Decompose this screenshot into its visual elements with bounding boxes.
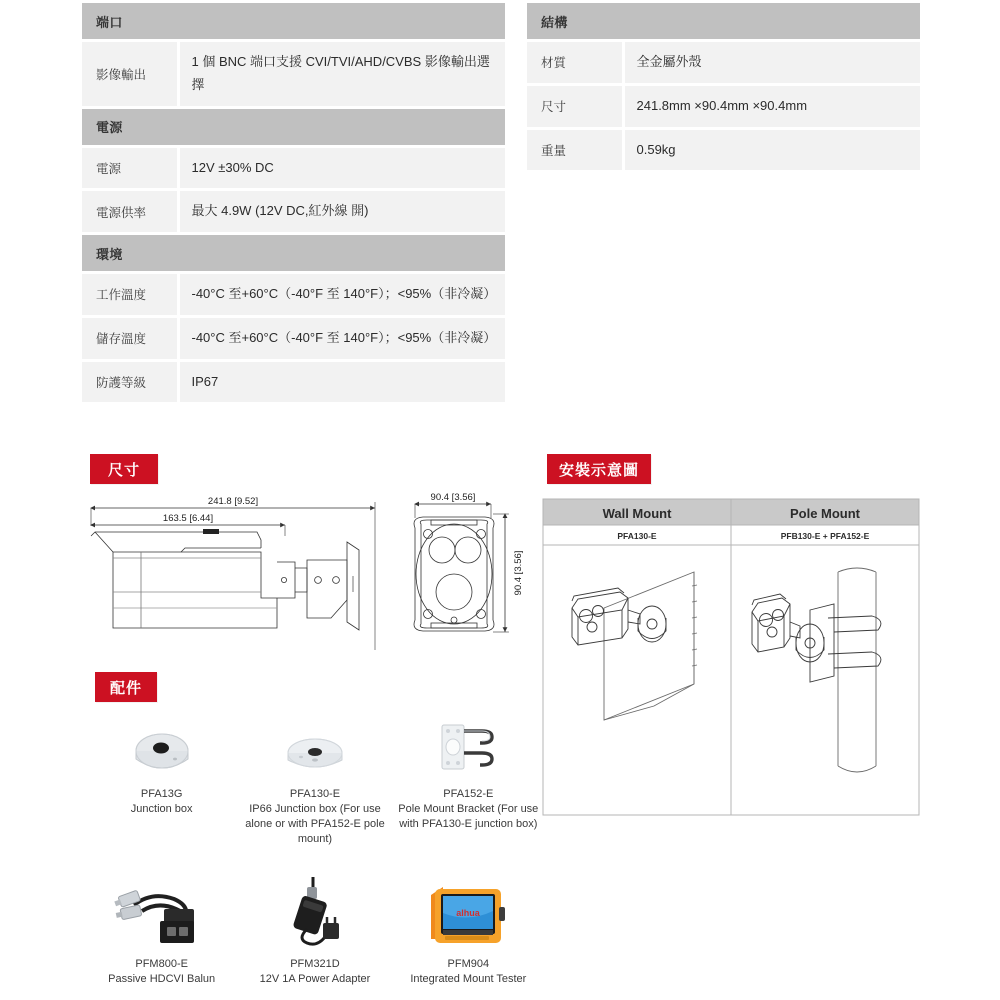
install-part-wall: PFA130-E — [617, 531, 657, 541]
spec-table-right — [527, 0, 920, 173]
dim-partial-length: 163.5 [6.44] — [162, 513, 214, 524]
install-col-header-pole: Pole Mount — [789, 506, 861, 521]
section-header-row — [527, 2, 920, 41]
install-col-header-wall: Wall Mount — [602, 506, 672, 521]
section-header-row — [82, 2, 505, 41]
mount-tester-icon — [421, 875, 515, 949]
table-row — [527, 41, 920, 85]
row-value: 1 個 BNC 端口支援 CVI/TVI/AHD/CVBS 影像輸出選擇 — [178, 41, 505, 108]
accessory-item — [238, 705, 391, 846]
table-row — [82, 273, 505, 317]
row-value: 最大 4.9W (12V DC,紅外線 開) — [178, 190, 505, 234]
row-label: 防護等級 — [82, 360, 178, 404]
dimension-drawing — [85, 480, 535, 650]
table-row — [82, 146, 505, 190]
balun-icon — [112, 875, 212, 949]
accessory-item — [85, 875, 238, 987]
accessory-name: PFM321D — [290, 958, 340, 970]
spec-table-left — [82, 0, 505, 405]
row-value: 全金屬外殼 — [623, 41, 920, 85]
row-value: IP67 — [178, 360, 505, 404]
section-title: 電源 — [82, 107, 505, 146]
accessories-row-1 — [85, 705, 545, 846]
section-badge-installation: 安裝示意圖 — [547, 454, 651, 484]
row-value: -40°C 至+60°C（-40°F 至 140°F）；<95%（非冷凝） — [178, 316, 505, 360]
accessory-name: PFA130-E — [289, 788, 341, 800]
row-label: 尺寸 — [527, 84, 623, 128]
ip66-junction-box-icon — [284, 705, 346, 779]
row-label: 儲存溫度 — [82, 316, 178, 360]
row-value: 0.59kg — [623, 128, 920, 172]
power-adapter-icon — [273, 875, 357, 949]
installation-diagram — [542, 498, 920, 816]
svg-text:alhua: alhua — [456, 908, 481, 918]
table-row — [82, 360, 505, 404]
section-header-row — [82, 107, 505, 146]
table-row — [82, 190, 505, 234]
junction-box-icon — [131, 705, 193, 779]
table-row — [527, 128, 920, 172]
accessory-item — [238, 875, 391, 987]
install-part-pole: PFB130-E + PFA152-E — [780, 531, 870, 541]
row-label: 工作溫度 — [82, 273, 178, 317]
accessory-description: Passive HDCVI Balun — [108, 972, 216, 985]
accessory-name: PFM904 — [447, 958, 490, 970]
row-label: 電源 — [82, 146, 178, 190]
table-row — [527, 84, 920, 128]
accessory-item — [392, 875, 545, 987]
accessory-description: Pole Mount Bracket (For use with PFA130-E junction box) — [398, 802, 539, 830]
accessory-name: PFA13G — [140, 788, 183, 800]
accessory-description: Junction box — [130, 802, 193, 815]
row-label: 材質 — [527, 41, 623, 85]
section-badge-accessories: 配件 — [95, 672, 157, 702]
row-value: 12V ±30% DC — [178, 146, 505, 190]
pole-mount-bracket-icon — [436, 705, 500, 779]
section-title: 環境 — [82, 234, 505, 273]
accessory-item — [392, 705, 545, 846]
row-label: 電源供率 — [82, 190, 178, 234]
section-title: 結構 — [527, 2, 920, 41]
dim-front-height: 90.4 [3.56] — [513, 550, 524, 596]
row-label: 影像輸出 — [82, 41, 178, 108]
row-label: 重量 — [527, 128, 623, 172]
section-header-row — [82, 234, 505, 273]
accessory-name: PFM800-E — [135, 958, 188, 970]
section-title: 端口 — [82, 2, 505, 41]
dim-total-length: 241.8 [9.52] — [207, 496, 259, 507]
row-value: -40°C 至+60°C（-40°F 至 140°F）；<95%（非冷凝） — [178, 273, 505, 317]
section-badge-dimensions: 尺寸 — [90, 454, 158, 484]
accessory-description: IP66 Junction box (For use alone or with PFA152-E pole mount) — [245, 802, 385, 845]
accessory-name: PFA152-E — [443, 788, 494, 800]
accessory-item — [85, 705, 238, 846]
dim-front-width: 90.4 [3.56] — [430, 492, 476, 503]
accessory-description: Integrated Mount Tester — [410, 972, 527, 985]
accessories-row-2 — [85, 875, 545, 987]
accessory-description: 12V 1A Power Adapter — [259, 972, 371, 985]
row-value: 241.8mm ×90.4mm ×90.4mm — [623, 84, 920, 128]
table-row — [82, 41, 505, 108]
table-row — [82, 316, 505, 360]
